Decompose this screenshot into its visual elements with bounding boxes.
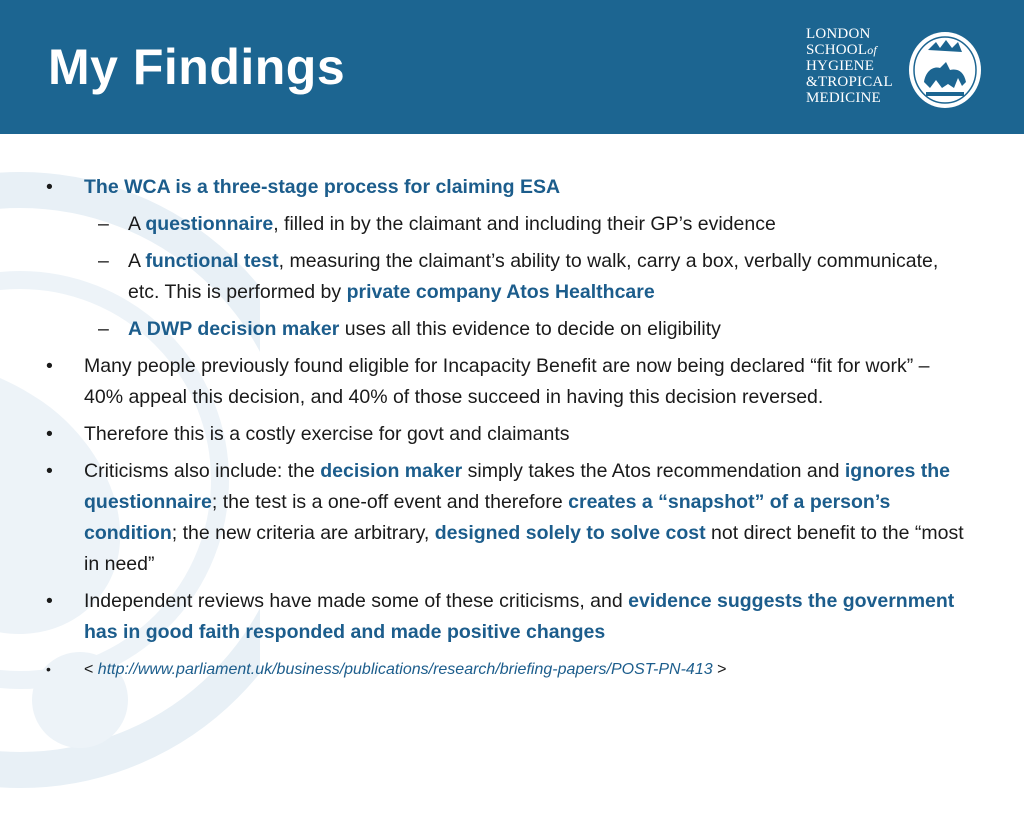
bullet-icon: • xyxy=(46,176,53,198)
highlight-evidence: evidence suggests the government has in good faith responded and made positive changes xyxy=(84,590,955,643)
lshtm-logo xyxy=(806,26,996,112)
logo-line-2: SCHOOLof xyxy=(806,42,877,58)
highlight-decision-maker: decision maker xyxy=(320,460,463,482)
bullet-icon: • xyxy=(46,661,51,677)
logo-line-4: &TROPICAL xyxy=(806,74,893,90)
sub-bullet-decision-maker: – A DWP decision maker uses all this evidence to decide on eligibility xyxy=(46,314,966,345)
bullet-icon: • xyxy=(46,423,53,445)
bullet-reference: • < http://www.parliament.uk/business/publications/research/briefing-papers/POST-PN-413 > xyxy=(46,654,966,685)
slide-content xyxy=(46,172,966,691)
dash-icon: – xyxy=(98,213,109,235)
highlight-functional-test: functional test xyxy=(145,250,279,272)
bullet-independent-reviews: • Independent reviews have made some of these criticisms, and evidence suggests the government has in good faith responded and made positive changes xyxy=(46,586,966,648)
title-bar xyxy=(0,0,1024,134)
sub-bullet-functional-test: – A functional test, measuring the claimant’s ability to walk, carry a box, verbally communicate, etc. This is performed by private company Atos Healthcare xyxy=(46,246,966,308)
bullet-icon: • xyxy=(46,590,53,612)
bullet-criticisms: • Criticisms also include: the decision maker simply takes the Atos recommendation and ignores the questionnaire; the test is a one-off event and therefore creates a “snapshot” of a person’s condition; the new criteria are arbitrary, designed solely to solve cost not direct benefit to the “most in need” xyxy=(46,456,966,580)
bullet-costly-exercise xyxy=(46,419,966,450)
logo-line-1: LONDON xyxy=(806,26,871,42)
highlight-solve-cost: designed solely to solve cost xyxy=(434,522,706,544)
logo-wordmark xyxy=(806,26,902,106)
highlight-ignores-questionnaire: ignores the questionnaire xyxy=(84,460,950,513)
logo-seal-icon xyxy=(906,26,984,110)
highlight-snapshot: creates a “snapshot” of a person’s condition xyxy=(84,491,891,544)
logo-line-5: MEDICINE xyxy=(806,90,881,106)
bullet-text: Many people previously found eligible for Incapacity Benefit are now being declared “fit for work” – 40% appeal this decision, and 40% of those succeed in having this decision reversed. xyxy=(84,355,930,408)
bullet-text: Therefore this is a costly exercise for govt and claimants xyxy=(84,423,570,445)
logo-line-3: HYGIENE xyxy=(806,58,875,74)
bullet-text: The WCA is a three-stage process for claiming ESA xyxy=(84,176,561,198)
dash-icon: – xyxy=(98,318,109,340)
bullet-incapacity-benefit xyxy=(46,351,966,413)
bullet-icon: • xyxy=(46,460,53,482)
highlight-dwp-decision-maker: A DWP decision maker xyxy=(128,318,340,340)
slide-title: My Findings xyxy=(48,39,346,95)
reference-link[interactable]: http://www.parliament.uk/business/publications/research/briefing-papers/POST-PN-413 xyxy=(97,661,713,678)
highlight-atos: private company Atos Healthcare xyxy=(346,281,655,303)
sub-bullet-questionnaire: – A questionnaire, filled in by the claimant and including their GP’s evidence xyxy=(46,209,966,240)
dash-icon: – xyxy=(98,250,109,272)
bullet-wca-process xyxy=(46,172,966,203)
bullet-icon: • xyxy=(46,355,53,377)
highlight-questionnaire: questionnaire xyxy=(145,213,274,235)
